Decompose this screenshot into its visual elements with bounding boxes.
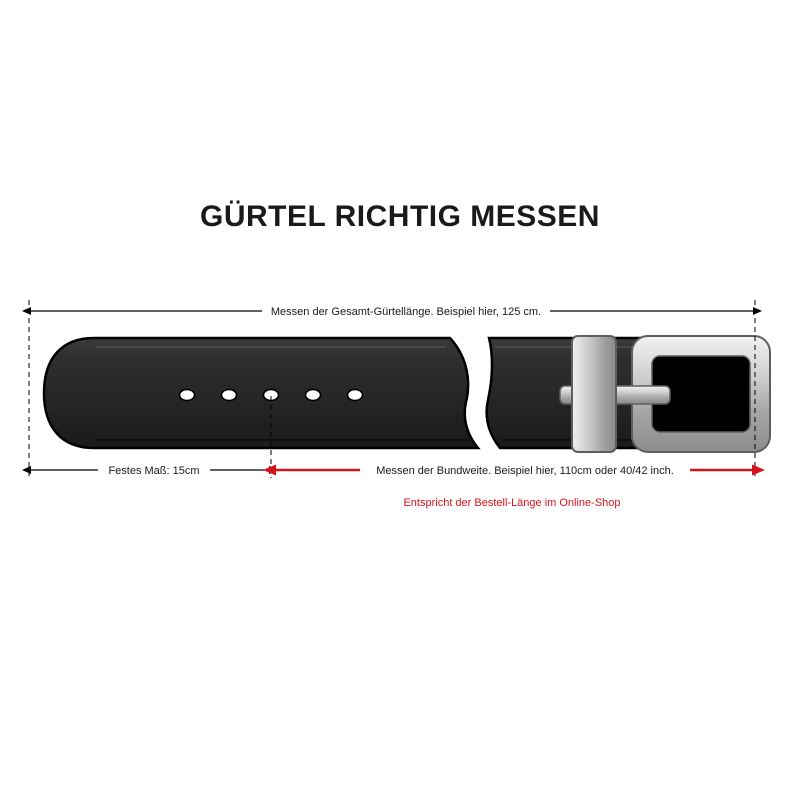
label-order-note: Entspricht der Bestell-Länge im Online-Shop xyxy=(403,497,621,509)
buckle-keeper xyxy=(572,336,616,452)
label-waist-measure: Messen der Bundweite. Beispiel hier, 110cm oder 40/42 inch. xyxy=(376,465,674,477)
belt-illustration xyxy=(44,336,770,452)
belt-strap xyxy=(44,338,478,448)
belt-hole xyxy=(306,390,321,401)
belt-hole xyxy=(180,390,195,401)
label-total-length: Messen der Gesamt-Gürtellänge. Beispiel hier, 125 cm. xyxy=(270,306,542,318)
belt-buckle xyxy=(560,336,770,452)
belt-hole xyxy=(222,390,237,401)
belt-hole xyxy=(348,390,363,401)
dimension-waist-measure xyxy=(276,461,752,509)
label-fixed-measure: Festes Maß: 15cm xyxy=(108,465,200,477)
page-title: GÜRTEL RICHTIG MESSEN xyxy=(200,200,600,233)
